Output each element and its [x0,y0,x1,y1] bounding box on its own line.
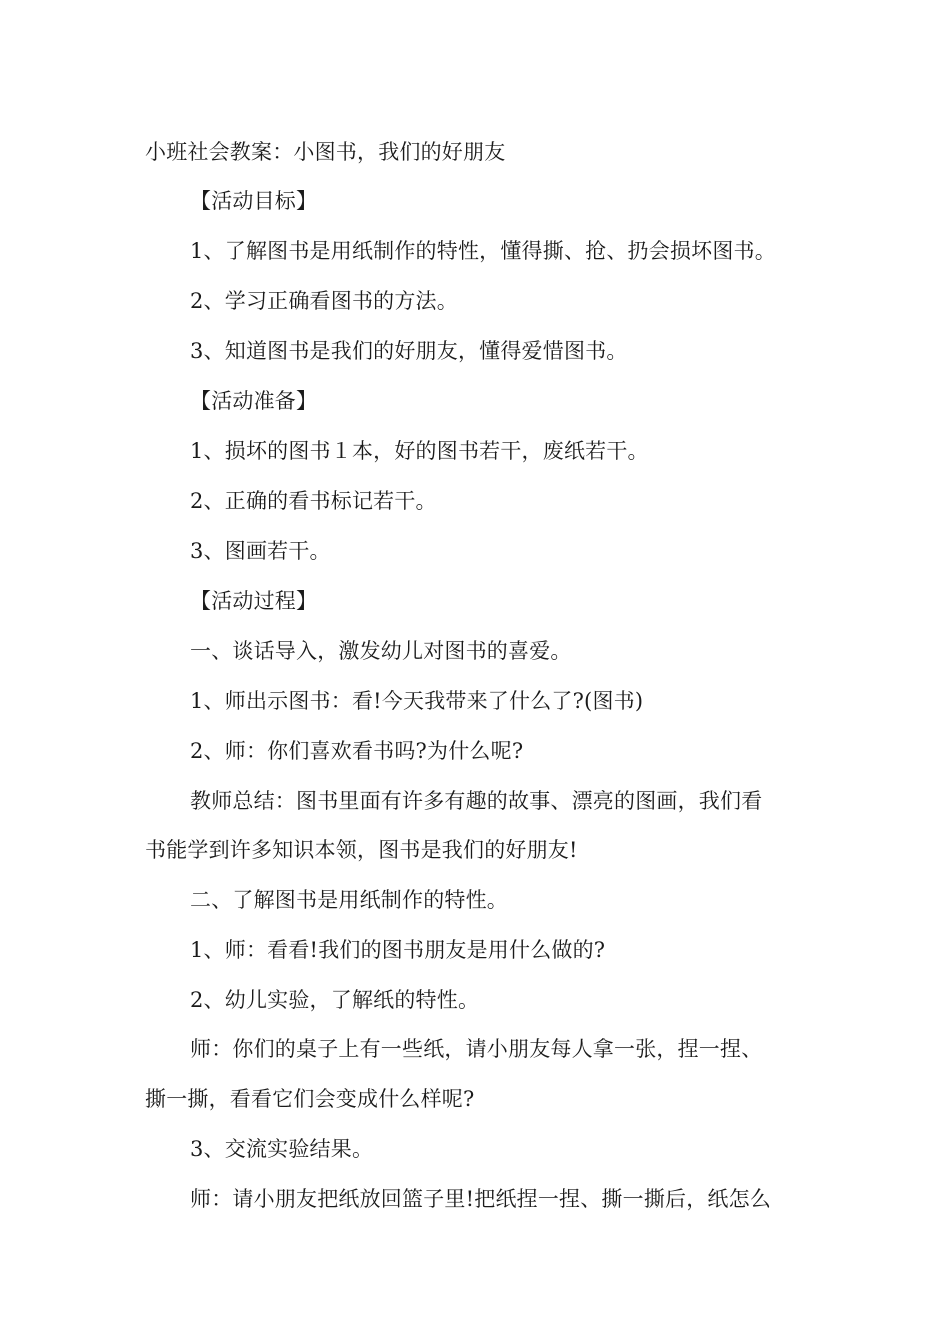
process-line-10: 撕一撕，看看它们会变成什么样呢? [145,1087,475,1111]
process-line-2: 1、师出示图书：看!今天我带来了什么了?(图书) [190,689,644,713]
process-line-6: 二、了解图书是用纸制作的特性。 [190,888,508,912]
goals-heading: 【活动目标】 [190,189,318,213]
document-title: 小班社会教案：小图书，我们的好朋友 [145,140,506,164]
process-line-5: 书能学到许多知识本领，图书是我们的好朋友! [145,838,578,862]
goal-item-2: 2、学习正确看图书的方法。 [190,289,458,313]
prep-heading: 【活动准备】 [190,389,318,413]
process-heading: 【活动过程】 [190,589,318,613]
process-line-12: 师：请小朋友把纸放回篮子里!把纸捏一捏、撕一撕后，纸怎么 [190,1187,772,1211]
goal-item-3: 3、知道图书是我们的好朋友，懂得爱惜图书。 [190,339,628,363]
prep-item-2: 2、正确的看书标记若干。 [190,489,437,513]
process-line-8: 2、幼儿实验，了解纸的特性。 [190,988,480,1012]
process-line-9: 师：你们的桌子上有一些纸，请小朋友每人拿一张，捏一捏、 [190,1037,763,1061]
process-line-1: 一、谈话导入，激发幼儿对图书的喜爱。 [190,639,572,663]
prep-item-3: 3、图画若干。 [190,539,331,563]
process-line-11: 3、交流实验结果。 [190,1137,374,1161]
process-line-7: 1、师：看看!我们的图书朋友是用什么做的? [190,938,606,962]
process-line-4: 教师总结：图书里面有许多有趣的故事、漂亮的图画，我们看 [190,789,763,813]
goal-item-1: 1、了解图书是用纸制作的特性，懂得撕、抢、扔会损坏图书。 [190,239,776,263]
prep-item-1: 1、损坏的图书１本，好的图书若干，废纸若干。 [190,439,649,463]
process-line-3: 2、师：你们喜欢看书吗?为什么呢? [190,739,524,763]
